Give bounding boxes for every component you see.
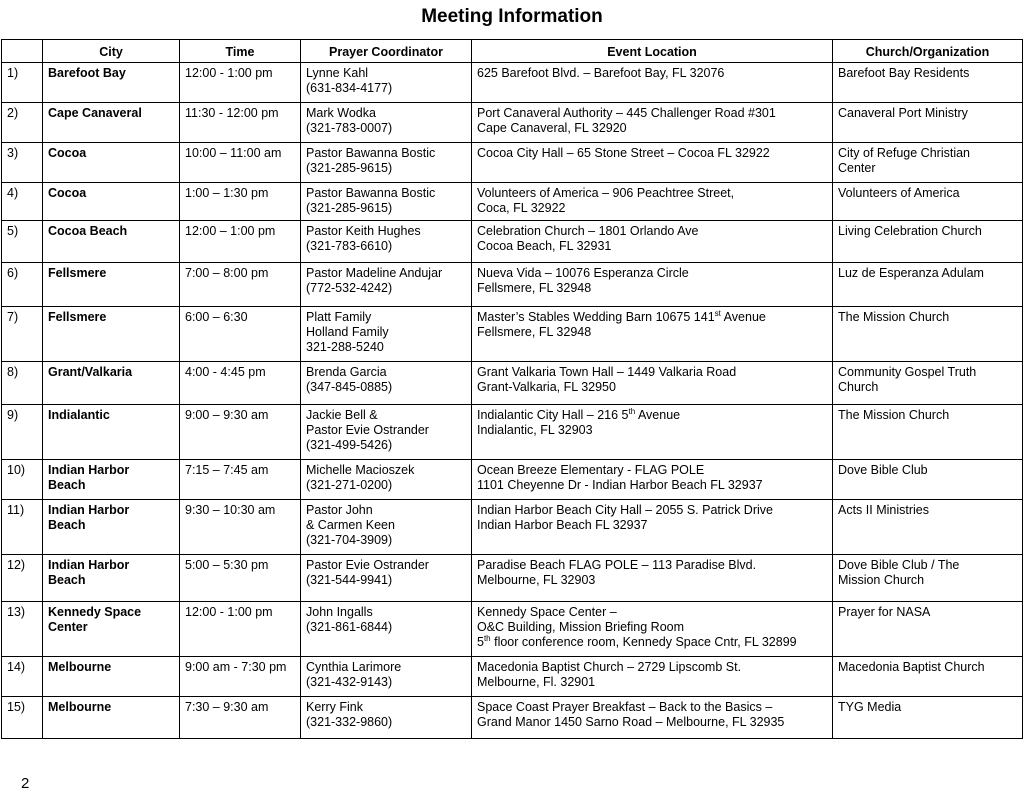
organization-cell xyxy=(833,221,1023,263)
location-text: Kennedy Space Center – xyxy=(477,605,617,619)
coordinator-cell xyxy=(301,500,472,555)
coordinator-line: Pastor John xyxy=(306,503,373,517)
column-header-location: Event Location xyxy=(472,40,833,63)
coordinator-line: (321-285-9615) xyxy=(306,161,393,175)
coordinator-cell xyxy=(301,555,472,602)
location-line xyxy=(477,423,827,438)
city-cell xyxy=(43,555,180,602)
organization-line: Barefoot Bay Residents xyxy=(838,66,970,80)
city-line: Beach xyxy=(48,518,86,532)
organization-line: Center xyxy=(838,161,876,175)
coordinator-line: (321-704-3909) xyxy=(306,533,393,547)
city-cell xyxy=(43,460,180,500)
location-cell xyxy=(472,500,833,555)
coordinator-line: Pastor Madeline Andujar xyxy=(306,266,443,280)
location-text: Indialantic, FL 32903 xyxy=(477,423,593,437)
coordinator-cell xyxy=(301,460,472,500)
city-line: Kennedy Space xyxy=(48,605,142,619)
row-number-cell: 10) xyxy=(2,460,43,500)
coordinator-cell xyxy=(301,362,472,405)
time-cell: 7:15 – 7:45 am xyxy=(180,460,301,500)
location-text: 1101 Cheyenne Dr - Indian Harbor Beach FL 32937 xyxy=(477,478,763,492)
location-line xyxy=(477,239,827,254)
column-header-organization: Church/Organization xyxy=(833,40,1023,63)
organization-cell xyxy=(833,460,1023,500)
location-text: Grant Valkaria Town Hall – 1449 Valkaria Road xyxy=(477,365,737,379)
coordinator-cell xyxy=(301,405,472,460)
location-text: Master’s Stables Wedding Barn 10675 141 xyxy=(477,310,715,324)
city-line: Center xyxy=(48,620,88,634)
organization-line: TYG Media xyxy=(838,700,902,714)
table-row xyxy=(2,307,1023,362)
location-line xyxy=(477,503,827,518)
coordinator-line: Pastor Evie Ostrander xyxy=(306,423,429,437)
city-line: Cocoa Beach xyxy=(48,224,128,238)
location-line xyxy=(477,408,827,423)
row-number-cell: 3) xyxy=(2,143,43,183)
row-number-cell: 5) xyxy=(2,221,43,263)
coordinator-line: (321-332-9860) xyxy=(306,715,393,729)
table-row xyxy=(2,362,1023,405)
organization-line: Acts II Ministries xyxy=(838,503,929,517)
organization-cell xyxy=(833,307,1023,362)
location-line xyxy=(477,266,827,281)
organization-cell xyxy=(833,263,1023,307)
city-line: Grant/Valkaria xyxy=(48,365,133,379)
coordinator-line: Mark Wodka xyxy=(306,106,376,120)
coordinator-line: John Ingalls xyxy=(306,605,373,619)
location-line xyxy=(477,558,827,573)
city-cell xyxy=(43,500,180,555)
location-line xyxy=(477,186,827,201)
location-line xyxy=(477,224,827,239)
column-header-coordinator: Prayer Coordinator xyxy=(301,40,472,63)
location-line xyxy=(477,380,827,395)
location-line xyxy=(477,635,827,650)
organization-cell xyxy=(833,555,1023,602)
coordinator-line: (347-845-0885) xyxy=(306,380,393,394)
location-line xyxy=(477,573,827,588)
table-row xyxy=(2,405,1023,460)
time-cell: 11:30 - 12:00 pm xyxy=(180,103,301,143)
coordinator-cell xyxy=(301,263,472,307)
location-cell xyxy=(472,602,833,657)
row-number-cell: 1) xyxy=(2,63,43,103)
coordinator-cell xyxy=(301,657,472,697)
time-cell: 9:00 am - 7:30 pm xyxy=(180,657,301,697)
city-line: Indian Harbor xyxy=(48,558,130,572)
row-number-cell: 13) xyxy=(2,602,43,657)
location-cell xyxy=(472,103,833,143)
table-row xyxy=(2,657,1023,697)
city-line: Indian Harbor xyxy=(48,463,130,477)
city-cell xyxy=(43,405,180,460)
coordinator-line: Brenda Garcia xyxy=(306,365,387,379)
table-row xyxy=(2,697,1023,739)
time-cell: 12:00 - 1:00 pm xyxy=(180,63,301,103)
city-line: Indian Harbor xyxy=(48,503,130,517)
city-line: Fellsmere xyxy=(48,310,107,324)
column-header-time: Time xyxy=(180,40,301,63)
row-number-cell: 14) xyxy=(2,657,43,697)
organization-cell xyxy=(833,143,1023,183)
city-line: Cape Canaveral xyxy=(48,106,142,120)
organization-line: The Mission Church xyxy=(838,408,950,422)
time-cell: 4:00 - 4:45 pm xyxy=(180,362,301,405)
city-line: Indialantic xyxy=(48,408,110,422)
time-cell: 12:00 – 1:00 pm xyxy=(180,221,301,263)
location-text: Macedonia Baptist Church – 2729 Lipscomb St. xyxy=(477,660,742,674)
time-cell: 5:00 – 5:30 pm xyxy=(180,555,301,602)
row-number-cell: 4) xyxy=(2,183,43,221)
location-line xyxy=(477,518,827,533)
organization-line: Macedonia Baptist Church xyxy=(838,660,985,674)
ordinal-suffix: st xyxy=(714,308,721,318)
table-row xyxy=(2,602,1023,657)
city-line: Beach xyxy=(48,478,86,492)
column-header-city: City xyxy=(43,40,180,63)
organization-line: Dove Bible Club xyxy=(838,463,928,477)
location-line xyxy=(477,121,827,136)
column-header-number xyxy=(2,40,43,63)
city-line: Melbourne xyxy=(48,660,112,674)
row-number-cell: 11) xyxy=(2,500,43,555)
coordinator-line: Pastor Evie Ostrander xyxy=(306,558,429,572)
location-line xyxy=(477,478,827,493)
coordinator-line: & Carmen Keen xyxy=(306,518,395,532)
table-row xyxy=(2,460,1023,500)
organization-cell xyxy=(833,63,1023,103)
table-body xyxy=(2,63,1023,739)
location-line xyxy=(477,660,827,675)
coordinator-line: Platt Family xyxy=(306,310,372,324)
city-line: Fellsmere xyxy=(48,266,107,280)
ordinal-suffix: th xyxy=(628,406,636,416)
coordinator-line: 321-288-5240 xyxy=(306,340,384,354)
coordinator-line: (321-271-0200) xyxy=(306,478,393,492)
city-cell xyxy=(43,307,180,362)
location-text: Cocoa City Hall – 65 Stone Street – Cocoa FL 32922 xyxy=(477,146,770,160)
coordinator-line: (321-861-6844) xyxy=(306,620,393,634)
table-row xyxy=(2,63,1023,103)
location-line xyxy=(477,675,827,690)
organization-line: The Mission Church xyxy=(838,310,950,324)
city-cell xyxy=(43,657,180,697)
coordinator-cell xyxy=(301,183,472,221)
location-text: Ocean Breeze Elementary - FLAG POLE xyxy=(477,463,705,477)
location-text: Indian Harbor Beach City Hall – 2055 S. Patrick Drive xyxy=(477,503,773,517)
location-text: Melbourne, Fl. 32901 xyxy=(477,675,596,689)
location-cell xyxy=(472,405,833,460)
organization-cell xyxy=(833,657,1023,697)
location-text: 625 Barefoot Blvd. – Barefoot Bay, FL 32076 xyxy=(477,66,725,80)
time-cell: 7:30 – 9:30 am xyxy=(180,697,301,739)
page-number: 2 xyxy=(21,775,30,792)
location-text: Cocoa Beach, FL 32931 xyxy=(477,239,612,253)
location-line xyxy=(477,201,827,216)
location-cell xyxy=(472,63,833,103)
organization-cell xyxy=(833,183,1023,221)
organization-cell xyxy=(833,602,1023,657)
city-line: Beach xyxy=(48,573,86,587)
location-text: Port Canaveral Authority – 445 Challenger Road #301 xyxy=(477,106,776,120)
location-text: Indian Harbor Beach FL 32937 xyxy=(477,518,648,532)
location-text: Melbourne, FL 32903 xyxy=(477,573,596,587)
coordinator-line: (631-834-4177) xyxy=(306,81,393,95)
location-cell xyxy=(472,183,833,221)
location-text: Grant-Valkaria, FL 32950 xyxy=(477,380,616,394)
location-text: Avenue xyxy=(720,310,766,324)
city-cell xyxy=(43,63,180,103)
location-line xyxy=(477,66,827,81)
location-text: Celebration Church – 1801 Orlando Ave xyxy=(477,224,699,238)
location-line xyxy=(477,281,827,296)
coordinator-cell xyxy=(301,602,472,657)
city-cell xyxy=(43,697,180,739)
location-cell xyxy=(472,221,833,263)
coordinator-cell xyxy=(301,143,472,183)
location-text: floor conference room, Kennedy Space Cntr, FL 32899 xyxy=(490,635,797,649)
city-line: Melbourne xyxy=(48,700,112,714)
table-row xyxy=(2,103,1023,143)
coordinator-line: (321-285-9615) xyxy=(306,201,393,215)
coordinator-line: Pastor Bawanna Bostic xyxy=(306,186,436,200)
meeting-table xyxy=(1,39,1023,739)
location-cell xyxy=(472,657,833,697)
city-line: Cocoa xyxy=(48,186,87,200)
row-number-cell: 15) xyxy=(2,697,43,739)
row-number-cell: 2) xyxy=(2,103,43,143)
row-number-cell: 6) xyxy=(2,263,43,307)
organization-line: Luz de Esperanza Adulam xyxy=(838,266,984,280)
location-text: Volunteers of America – 906 Peachtree Street, xyxy=(477,186,735,200)
organization-cell xyxy=(833,405,1023,460)
time-cell: 6:00 – 6:30 xyxy=(180,307,301,362)
organization-line: Mission Church xyxy=(838,573,925,587)
row-number-cell: 8) xyxy=(2,362,43,405)
coordinator-line: (321-783-6610) xyxy=(306,239,393,253)
location-cell xyxy=(472,460,833,500)
coordinator-cell xyxy=(301,63,472,103)
page-title: Meeting Information xyxy=(421,6,603,27)
city-cell xyxy=(43,602,180,657)
location-text: Paradise Beach FLAG POLE – 113 Paradise Blvd. xyxy=(477,558,757,572)
coordinator-cell xyxy=(301,221,472,263)
coordinator-line: (321-499-5426) xyxy=(306,438,393,452)
table-row xyxy=(2,183,1023,221)
city-cell xyxy=(43,263,180,307)
organization-line: Church xyxy=(838,380,879,394)
table-row xyxy=(2,555,1023,602)
location-text: Space Coast Prayer Breakfast – Back to the Basics – xyxy=(477,700,773,714)
location-line xyxy=(477,620,827,635)
city-cell xyxy=(43,183,180,221)
row-number-cell: 9) xyxy=(2,405,43,460)
table-row xyxy=(2,143,1023,183)
location-line xyxy=(477,325,827,340)
city-line: Barefoot Bay xyxy=(48,66,126,80)
time-cell: 12:00 - 1:00 pm xyxy=(180,602,301,657)
ordinal-suffix: th xyxy=(483,633,491,643)
location-text: 5 xyxy=(477,635,484,649)
time-cell: 7:00 – 8:00 pm xyxy=(180,263,301,307)
coordinator-line: (321-432-9143) xyxy=(306,675,393,689)
city-line: Cocoa xyxy=(48,146,87,160)
coordinator-cell xyxy=(301,697,472,739)
location-text: Avenue xyxy=(635,408,681,422)
coordinator-cell xyxy=(301,103,472,143)
coordinator-cell xyxy=(301,307,472,362)
organization-line: Community Gospel Truth xyxy=(838,365,977,379)
location-text: Fellsmere, FL 32948 xyxy=(477,281,592,295)
coordinator-line: (321-783-0007) xyxy=(306,121,393,135)
organization-line: Canaveral Port Ministry xyxy=(838,106,968,120)
coordinator-line: Jackie Bell & xyxy=(306,408,378,422)
coordinator-line: Pastor Keith Hughes xyxy=(306,224,421,238)
organization-cell xyxy=(833,697,1023,739)
coordinator-line: (772-532-4242) xyxy=(306,281,393,295)
organization-line: Volunteers of America xyxy=(838,186,960,200)
location-cell xyxy=(472,307,833,362)
organization-line: Dove Bible Club / The xyxy=(838,558,960,572)
coordinator-line: (321-544-9941) xyxy=(306,573,393,587)
organization-cell xyxy=(833,362,1023,405)
coordinator-line: Pastor Bawanna Bostic xyxy=(306,146,436,160)
location-line xyxy=(477,146,827,161)
table-row xyxy=(2,263,1023,307)
location-text: Grand Manor 1450 Sarno Road – Melbourne, FL 32935 xyxy=(477,715,785,729)
location-line xyxy=(477,605,827,620)
coordinator-line: Michelle Macioszek xyxy=(306,463,415,477)
location-line xyxy=(477,715,827,730)
coordinator-line: Kerry Fink xyxy=(306,700,363,714)
city-cell xyxy=(43,362,180,405)
location-cell xyxy=(472,697,833,739)
location-text: Indialantic City Hall – 216 5 xyxy=(477,408,629,422)
location-text: O&C Building, Mission Briefing Room xyxy=(477,620,685,634)
location-cell xyxy=(472,263,833,307)
location-line xyxy=(477,365,827,380)
location-text: Nueva Vida – 10076 Esperanza Circle xyxy=(477,266,689,280)
location-line xyxy=(477,463,827,478)
table-header-row xyxy=(2,40,1023,63)
location-cell xyxy=(472,362,833,405)
time-cell: 9:00 – 9:30 am xyxy=(180,405,301,460)
row-number-cell: 12) xyxy=(2,555,43,602)
city-cell xyxy=(43,221,180,263)
location-text: Cape Canaveral, FL 32920 xyxy=(477,121,627,135)
organization-line: Living Celebration Church xyxy=(838,224,982,238)
location-cell xyxy=(472,143,833,183)
location-text: Fellsmere, FL 32948 xyxy=(477,325,592,339)
organization-cell xyxy=(833,103,1023,143)
location-cell xyxy=(472,555,833,602)
city-cell xyxy=(43,103,180,143)
row-number-cell: 7) xyxy=(2,307,43,362)
time-cell: 10:00 – 11:00 am xyxy=(180,143,301,183)
organization-line: City of Refuge Christian xyxy=(838,146,971,160)
city-cell xyxy=(43,143,180,183)
organization-cell xyxy=(833,500,1023,555)
table-row xyxy=(2,500,1023,555)
coordinator-line: Lynne Kahl xyxy=(306,66,369,80)
location-text: Coca, FL 32922 xyxy=(477,201,566,215)
table-row xyxy=(2,221,1023,263)
coordinator-line: Holland Family xyxy=(306,325,389,339)
time-cell: 1:00 – 1:30 pm xyxy=(180,183,301,221)
location-line xyxy=(477,700,827,715)
time-cell: 9:30 – 10:30 am xyxy=(180,500,301,555)
location-line xyxy=(477,310,827,325)
location-line xyxy=(477,106,827,121)
coordinator-line: Cynthia Larimore xyxy=(306,660,402,674)
organization-line: Prayer for NASA xyxy=(838,605,931,619)
